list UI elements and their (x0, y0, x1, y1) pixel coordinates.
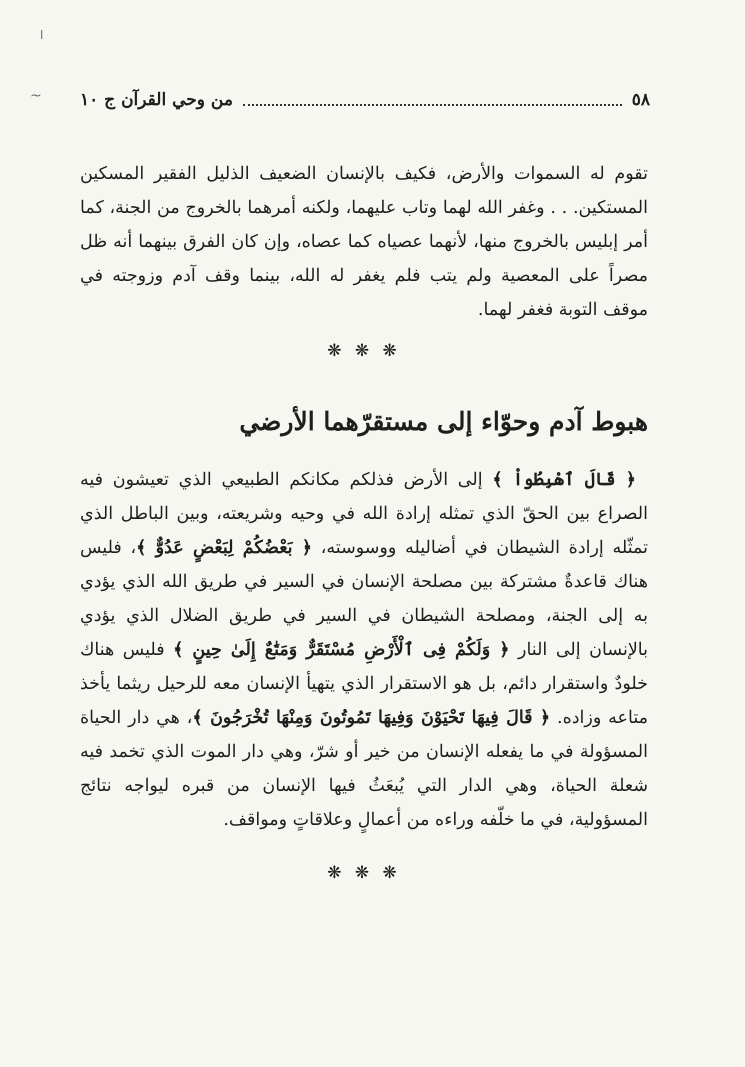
scan-mark-right: ~ (30, 88, 42, 104)
running-header (80, 86, 650, 114)
section-heading: هبوط آدم وحوّاء إلى مستقرّهما الأرضي (239, 407, 648, 436)
paragraph-1: تقوم له السموات والأرض، فكيف بالإنسان الضعيف الذليل الفقير المسكين المستكين. . . وغفر الله لهما وتاب عليهما، ولكنه أمرهما بالخروج من الجنة، كما أمر إبليس بالخروج منها، لأنهما عصياه كما عصاه، وإن كان الفرق بينهما أنه ظل مصراً على المعصية ولم يتب فلم يغفر له الله، بينما وقف آدم وزوجته في موقف التوبة فغفر لهما. (80, 164, 648, 320)
paragraph-2 (80, 463, 648, 837)
quran-verse-2: ﴿ بَعْضُكُمْ لِبَعْضٍ عَدُوٌّ ﴾ (136, 538, 313, 558)
paragraph-2-text-2: ، فليس هناك قاعدةٌ مشتركة بين مصلحة الإنسان في السير في طريق الله الذي يؤدي به إلى الجنة، ومصلحة الشيطان في السير في طريق الضلال الذي يؤدي بالإنسان إلى النار (80, 538, 648, 660)
scan-mark-top-left: ا (40, 28, 44, 42)
quran-verse-1: ﴿ قَالَ ٱهْبِطُواْ ﴾ (492, 470, 637, 490)
section-separator-1: ❋ ❋ ❋ (327, 341, 401, 361)
paragraph-2-text-4: ، هي دار الحياة المسؤولة في ما يفعله الإنسان من خير أو شرّ، وهي دار الموت الذي تخمد فيه شعلة الحياة، وهي الدار التي يُبعَثُ فيها الإنسان من قبره ليواجه نتائج المسؤولية، في ما خلّفه وراءه من أعمالٍ وعلاقاتٍ ومواقف. (80, 708, 648, 830)
page-number: ٥٨ (631, 90, 650, 110)
quran-verse-4: ﴿ قَالَ فِيهَا تَحْيَوْنَ وَفِيهَا تَمُوتُونَ وَمِنْهَا تُخْرَجُونَ ﴾ (192, 708, 551, 728)
header-dot-leader (243, 98, 622, 106)
section-separator-2: ❋ ❋ ❋ (327, 863, 401, 883)
paragraph-2-text-1: إلى الأرض فذلكم مكانكم الطبيعي الذي تعيشون فيه الصراع بين الحقّ الذي تمثله إرادة الله في وحيه وشريعته، وبين الباطل الذي تمثّله إرادة الشيطان في أضاليله ووسوسته، (80, 470, 648, 558)
paragraph-2-text-3: فليس هناك خلودٌ واستقرار دائم، بل هو الاستقرار الذي يتهيأ الإنسان معه للرحيل ريثما يأخذ متاعه وزاده. (80, 640, 648, 728)
quran-verse-3: ﴿ وَلَكُمْ فِى ٱلْأَرْضِ مُسْتَقَرٌّ وَمَتَٰعٌ إِلَىٰ حِينٍ ﴾ (173, 640, 510, 660)
book-title: من وحي القرآن ج ١٠ (80, 90, 233, 110)
